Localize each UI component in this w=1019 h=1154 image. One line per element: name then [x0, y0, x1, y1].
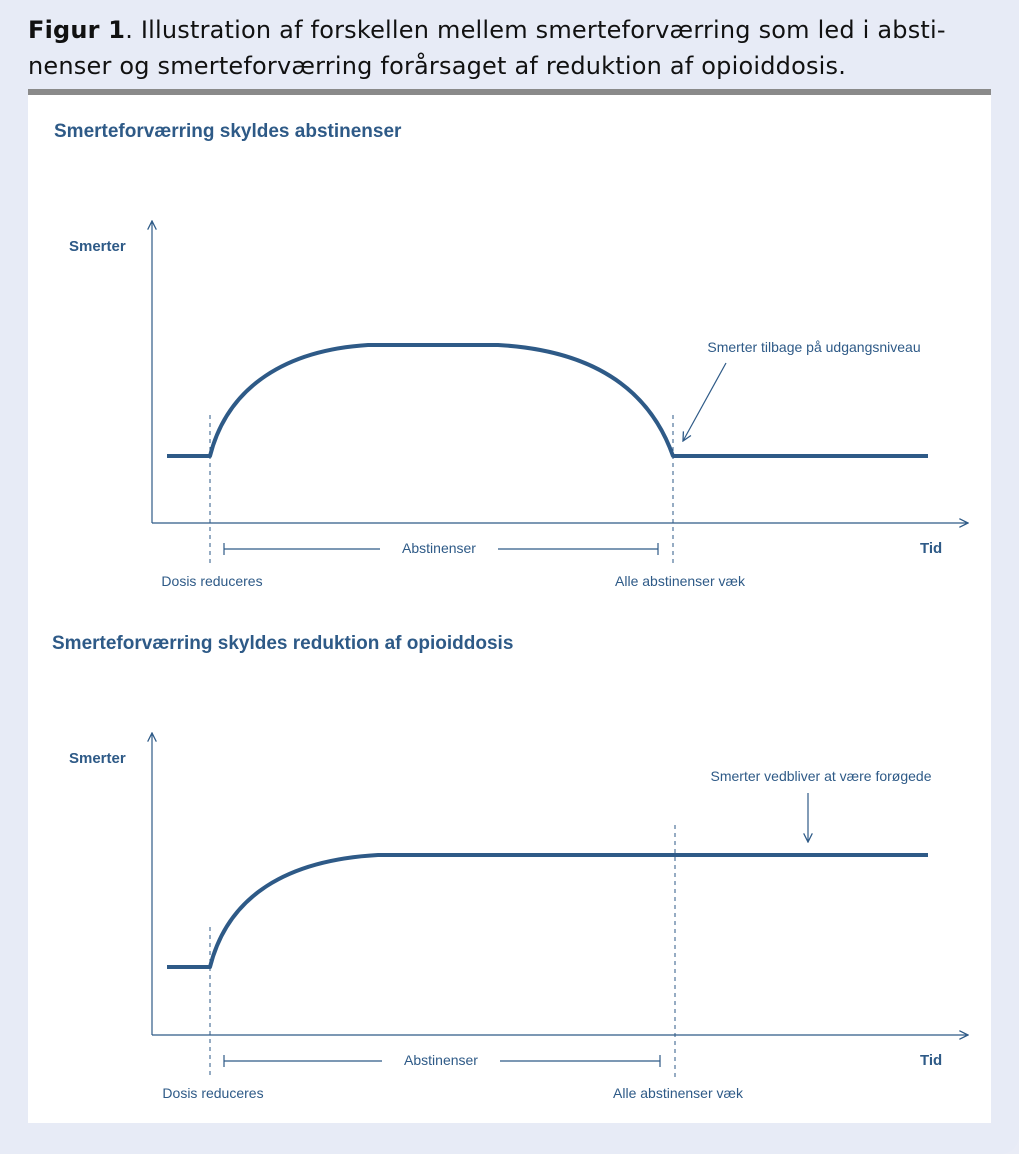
diagram-2-start-label: Dosis reduceres	[162, 1085, 264, 1101]
diagram-1-x-label: Tid	[920, 540, 943, 557]
diagram-2-annotation: Smerter vedbliver at være forøgede	[710, 768, 932, 784]
diagram-1-end-label: Alle abstinenser væk	[615, 573, 745, 589]
diagram-2-y-label: Smerter	[69, 750, 126, 767]
diagram-1-span-label: Abstinenser	[402, 540, 476, 556]
diagram-1-annotation: Smerter tilbage på udgangsniveau	[707, 339, 921, 355]
diagram-1-span	[224, 540, 658, 556]
diagram-1-start-label: Dosis reduceres	[161, 573, 263, 589]
diagram-1-y-label: Smerter	[69, 238, 126, 255]
diagram-canvas	[28, 95, 991, 1123]
diagram-2-title: Smerteforværring skyldes reduktion af opioiddosis	[52, 633, 514, 654]
diagram-2-span-label: Abstinenser	[404, 1052, 478, 1068]
diagram-2	[52, 633, 968, 1101]
diagram-1-pain-curve	[167, 345, 928, 456]
caption-text-line2: nenser og smerteforværring forårsaget af reduktion af opioiddosis.	[28, 52, 847, 80]
caption-text-line1: . Illustration af forskellen mellem smerteforværring som led i absti-	[125, 16, 946, 44]
diagram-2-x-label: Tid	[920, 1052, 943, 1069]
diagram-2-pain-curve	[167, 855, 928, 967]
figure-caption	[28, 12, 988, 84]
diagram-2-span	[224, 1052, 660, 1068]
caption-label: Figur 1	[28, 16, 126, 44]
diagram-1-annotation-arrow	[683, 363, 726, 441]
diagram-1-title: Smerteforværring skyldes abstinenser	[54, 121, 402, 142]
diagram-2-end-label: Alle abstinenser væk	[613, 1085, 743, 1101]
diagram-panel	[28, 95, 991, 1123]
diagram-1	[54, 121, 968, 589]
